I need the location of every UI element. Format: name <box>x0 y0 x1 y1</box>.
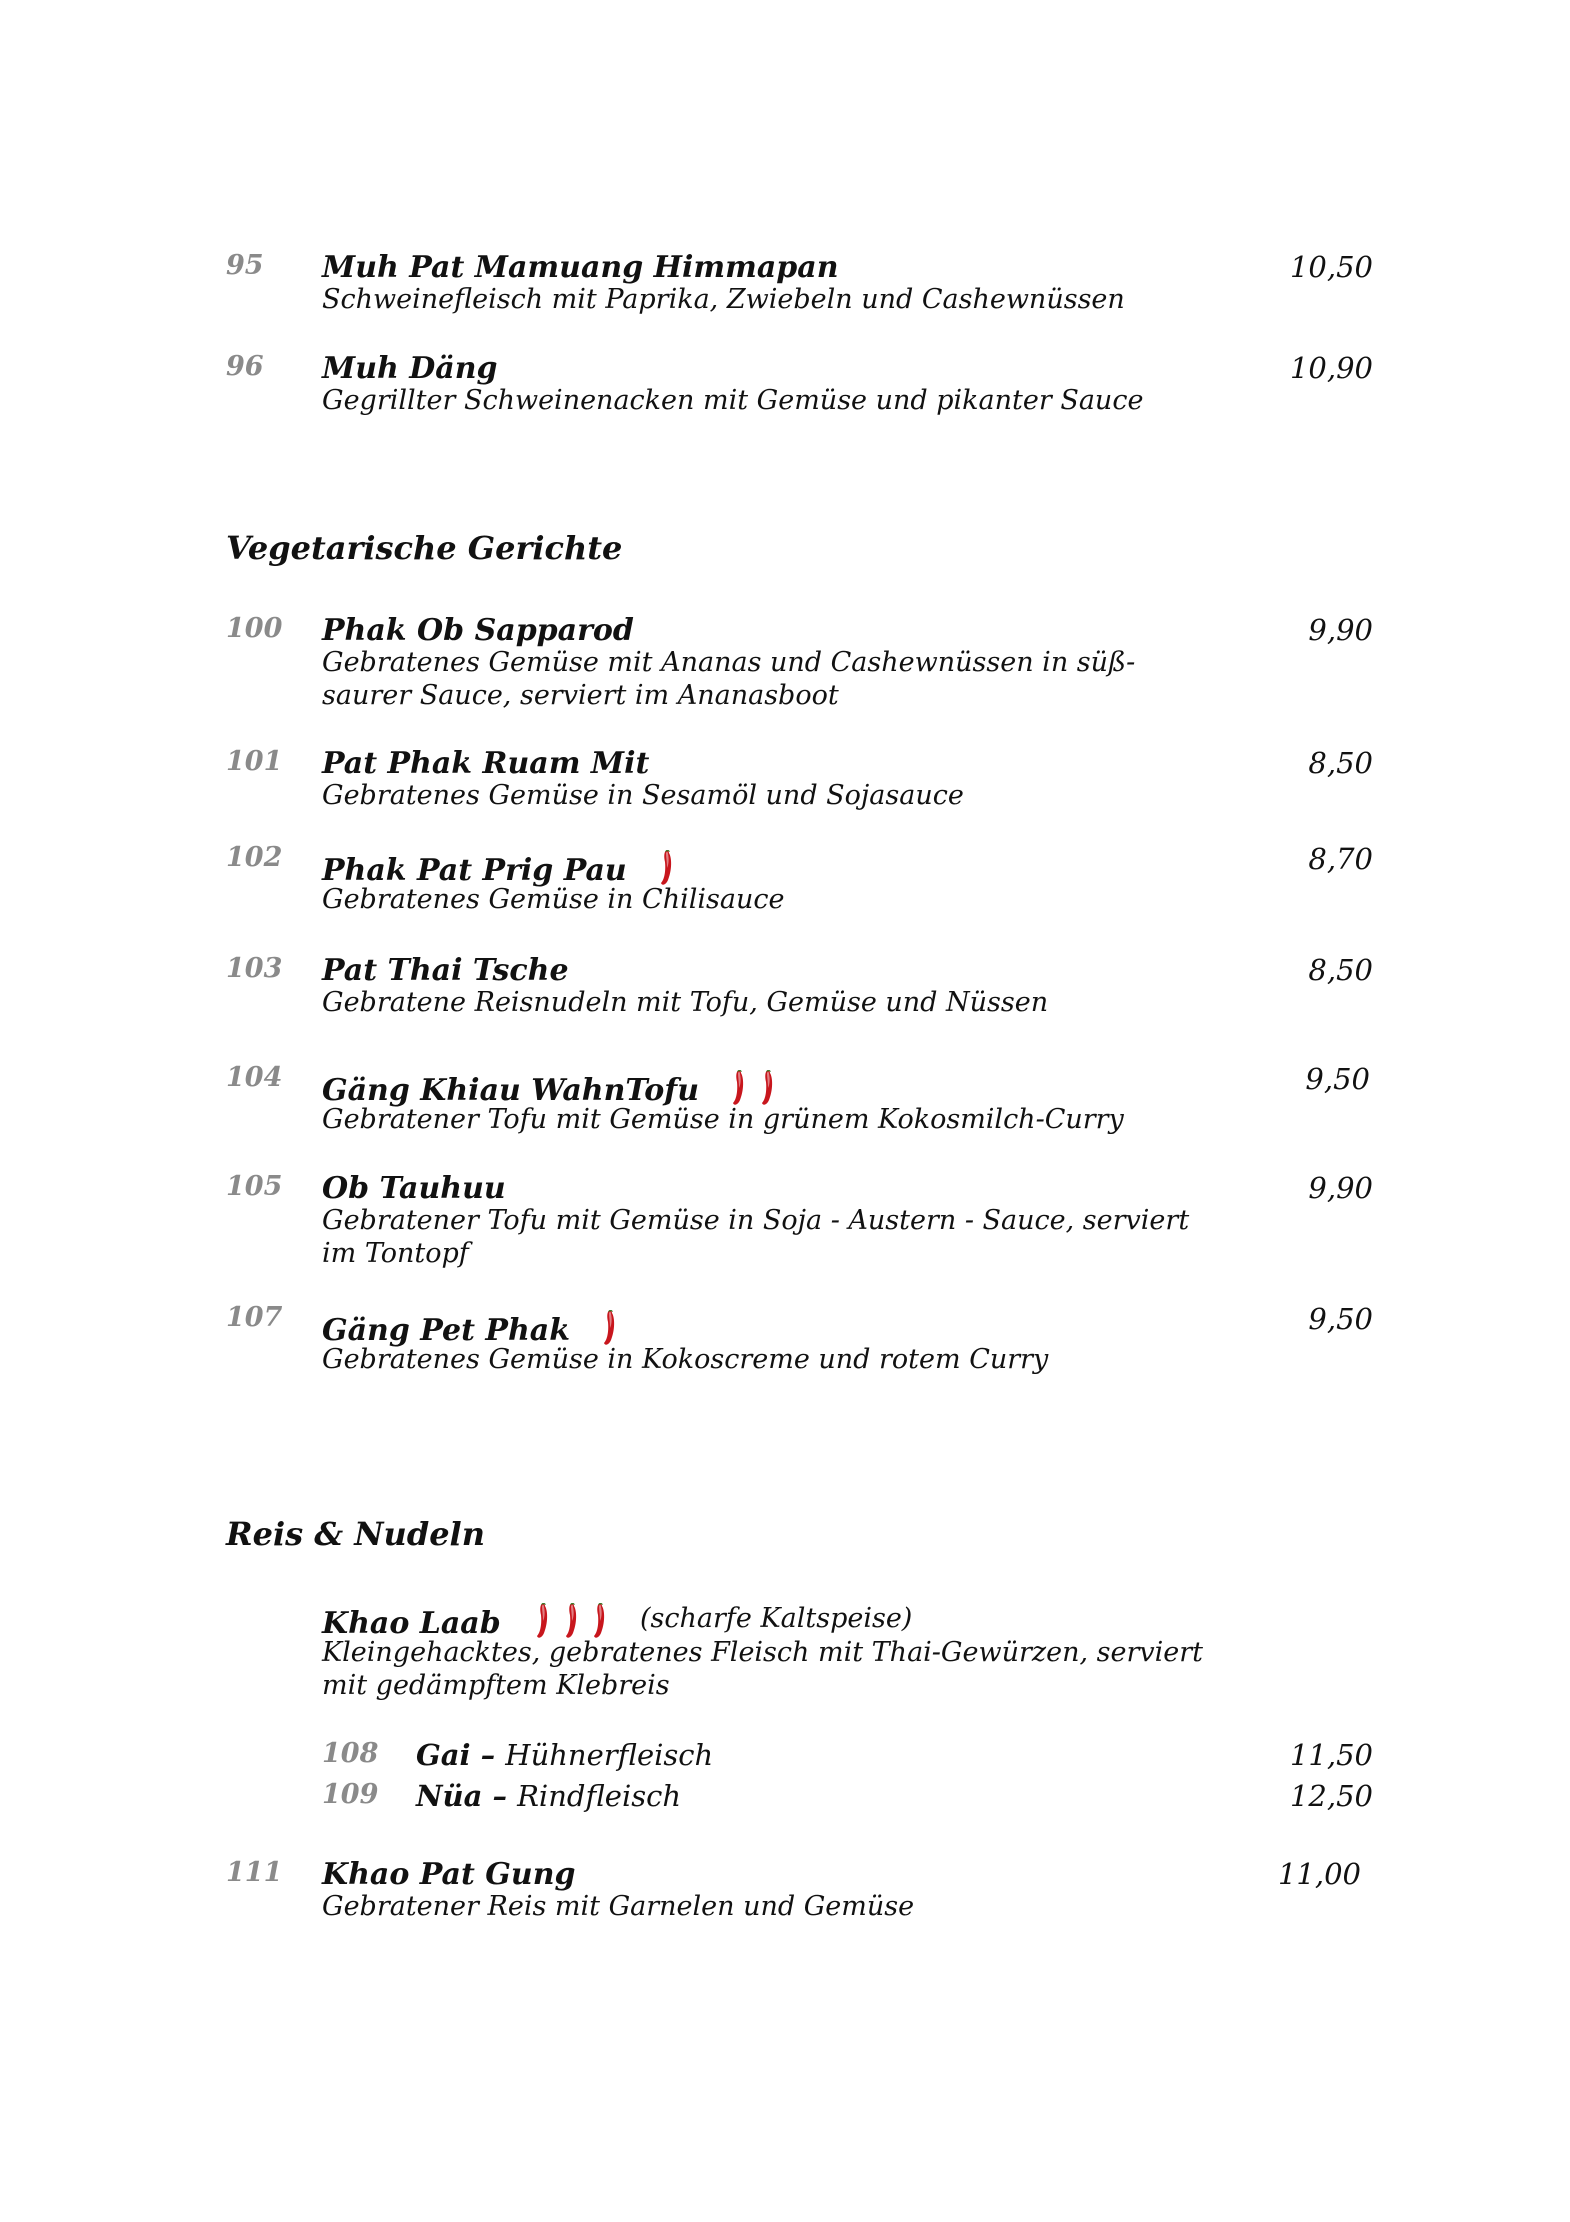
item-number: 111 <box>226 1857 283 1888</box>
item-name-text: Gai <box>416 1738 471 1772</box>
item-number: 95 <box>226 250 264 281</box>
section-heading-reis-nudeln: Reis & Nudeln <box>226 1515 485 1553</box>
item-number: 105 <box>226 1171 283 1202</box>
item-price: 8,50 <box>1308 953 1373 987</box>
item-description: Gebratenes Gemüse in Kokoscreme und rotem Curry <box>322 1344 1049 1375</box>
item-description: Gebratenes Gemüse in Sesamöl und Sojasauce <box>322 780 964 811</box>
item-variant: Rindfleisch <box>517 1779 682 1813</box>
item-number: 108 <box>322 1738 379 1769</box>
item-name: Phak Ob Sapparod <box>322 613 634 648</box>
item-description: Gebratener Tofu mit Gemüse in grünem Kokosmilch-Curry <box>322 1104 1124 1135</box>
chili-pepper-icon <box>592 1603 608 1639</box>
item-description: Gebratener Reis mit Garnelen und Gemüse <box>322 1891 915 1922</box>
item-note: (scharfe Kaltspeise) <box>640 1603 913 1634</box>
item-price: 11,00 <box>1277 1857 1361 1891</box>
item-price: 12,50 <box>1289 1779 1373 1813</box>
chili-pepper-icon <box>659 850 675 886</box>
item-number: 104 <box>226 1062 283 1093</box>
item-description: Gebratene Reisnudeln mit Tofu, Gemüse und Nüssen <box>322 987 1049 1018</box>
item-description: Gebratenes Gemüse mit Ananas und Cashewnüssen in süß-saurer Sauce, serviert im Ananasboot <box>322 647 1136 711</box>
item-description: Schweinefleisch mit Paprika, Zwiebeln und Cashewnüssen <box>322 284 1125 315</box>
item-name-text: Gäng Khiau WahnTofu <box>322 1073 700 1108</box>
item-number: 101 <box>226 746 283 777</box>
section-heading-vegetarisch: Vegetarische Gerichte <box>226 529 623 567</box>
item-number: 100 <box>226 613 283 644</box>
item-name: Ob Tauhuu <box>322 1171 506 1206</box>
chili-pepper-icon <box>760 1070 776 1106</box>
item-name-separator: – <box>470 1738 506 1772</box>
item-name-separator: – <box>482 1779 518 1813</box>
item-number: 107 <box>226 1302 283 1333</box>
item-description: Gegrillter Schweinenacken mit Gemüse und pikanter Sauce <box>322 385 1144 416</box>
chili-pepper-icon <box>564 1603 580 1639</box>
item-price: 11,50 <box>1289 1738 1373 1772</box>
item-name <box>416 1738 713 1772</box>
item-name: Khao Pat Gung <box>322 1857 576 1892</box>
chili-pepper-icon <box>602 1310 618 1346</box>
item-name: Muh Däng <box>322 351 498 386</box>
item-name-text: Phak Pat Prig Pau <box>322 853 627 888</box>
chili-pepper-icon <box>731 1070 747 1106</box>
chili-pepper-icon <box>535 1603 551 1639</box>
item-price: 9,50 <box>1308 1302 1373 1336</box>
item-price: 10,50 <box>1289 250 1373 284</box>
item-name-text: Nüa <box>416 1779 483 1813</box>
item-number: 109 <box>322 1779 379 1810</box>
item-price: 9,50 <box>1305 1062 1370 1096</box>
item-name: Pat Thai Tsche <box>322 953 569 988</box>
item-description: Gebratener Tofu mit Gemüse in Soja - Austern - Sauce, serviert im Tontopf <box>322 1205 1190 1269</box>
item-number: 102 <box>226 842 283 873</box>
item-variant: Hühnerfleisch <box>505 1738 714 1772</box>
item-name: Pat Phak Ruam Mit <box>322 746 650 781</box>
item-price: 9,90 <box>1308 1171 1373 1205</box>
item-name <box>416 1779 681 1813</box>
item-number: 96 <box>226 351 264 382</box>
item-price: 8,50 <box>1308 746 1373 780</box>
item-price: 8,70 <box>1308 842 1373 876</box>
item-price: 10,90 <box>1289 351 1373 385</box>
item-name-text: Khao Laab <box>322 1606 501 1641</box>
item-price: 9,90 <box>1308 613 1373 647</box>
item-description: Kleingehacktes, gebratenes Fleisch mit Thai-Gewürzen, serviert mit gedämpftem Klebreis <box>322 1637 1204 1701</box>
item-number: 103 <box>226 953 283 984</box>
item-name: Muh Pat Mamuang Himmapan <box>322 250 839 285</box>
item-description: Gebratenes Gemüse in Chilisauce <box>322 884 785 915</box>
item-name-text: Gäng Pet Phak <box>322 1313 571 1348</box>
